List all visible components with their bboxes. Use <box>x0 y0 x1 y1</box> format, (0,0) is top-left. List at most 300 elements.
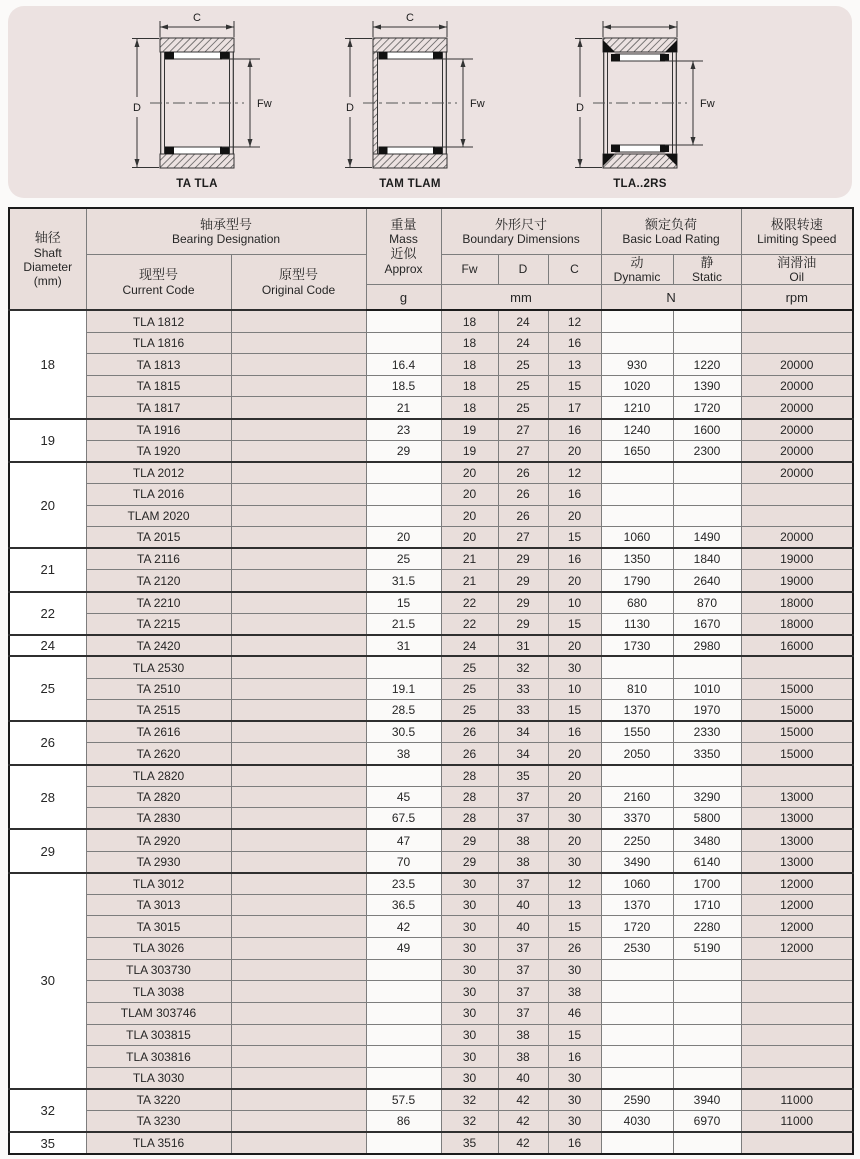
original-code-cell <box>231 1089 366 1111</box>
outer-diameter-cell: 29 <box>498 613 548 635</box>
unit-dimensions: mm <box>441 284 601 310</box>
width-cell: 30 <box>548 808 601 830</box>
header-bearing-designation: 轴承型号 Bearing Designation <box>86 208 366 254</box>
width-cell: 10 <box>548 592 601 614</box>
static-load-cell: 2330 <box>673 721 741 743</box>
mass-cell: 20 <box>366 527 441 549</box>
dynamic-load-cell <box>601 981 673 1003</box>
header-basic-load-rating: 额定负荷 Basic Load Rating <box>601 208 741 254</box>
limiting-speed-cell <box>741 981 853 1003</box>
fw-cell: 20 <box>441 527 498 549</box>
mass-cell <box>366 310 441 332</box>
width-cell: 15 <box>548 613 601 635</box>
outer-diameter-cell: 38 <box>498 829 548 851</box>
limiting-speed-cell: 12000 <box>741 873 853 895</box>
bearing-code-cell: TLA 2820 <box>86 765 231 787</box>
outer-diameter-cell: 27 <box>498 527 548 549</box>
original-code-cell <box>231 354 366 376</box>
limiting-speed-cell <box>741 1067 853 1089</box>
static-load-cell: 870 <box>673 592 741 614</box>
dynamic-load-cell <box>601 959 673 981</box>
shaft-diameter-cell: 28 <box>9 765 86 830</box>
mass-cell: 30.5 <box>366 721 441 743</box>
width-cell: 20 <box>548 440 601 462</box>
static-load-cell: 5800 <box>673 808 741 830</box>
original-code-cell <box>231 1046 366 1068</box>
original-code-cell <box>231 332 366 354</box>
original-code-cell <box>231 483 366 505</box>
bearing-code-cell: TLA 303816 <box>86 1046 231 1068</box>
table-row <box>9 505 853 527</box>
limiting-speed-cell <box>741 1046 853 1068</box>
width-cell: 15 <box>548 527 601 549</box>
original-code-cell <box>231 548 366 570</box>
static-load-cell: 1700 <box>673 873 741 895</box>
width-cell: 12 <box>548 310 601 332</box>
fw-cell: 19 <box>441 440 498 462</box>
width-cell: 30 <box>548 851 601 873</box>
original-code-cell <box>231 1132 366 1154</box>
width-cell: 16 <box>548 1132 601 1154</box>
mass-cell <box>366 1002 441 1024</box>
limiting-speed-cell: 13000 <box>741 808 853 830</box>
mass-cell <box>366 1067 441 1089</box>
bearing-code-cell: TA 2015 <box>86 527 231 549</box>
mass-cell: 36.5 <box>366 894 441 916</box>
static-load-cell: 1390 <box>673 375 741 397</box>
original-code-cell <box>231 786 366 808</box>
limiting-speed-cell: 15000 <box>741 700 853 722</box>
dynamic-load-cell <box>601 505 673 527</box>
bearing-code-cell: TLA 303730 <box>86 959 231 981</box>
outer-diameter-cell: 37 <box>498 981 548 1003</box>
original-code-cell <box>231 375 366 397</box>
original-code-cell <box>231 462 366 484</box>
limiting-speed-cell: 19000 <box>741 570 853 592</box>
dynamic-load-cell <box>601 310 673 332</box>
fw-cell: 28 <box>441 786 498 808</box>
width-cell: 16 <box>548 483 601 505</box>
mass-cell: 29 <box>366 440 441 462</box>
dynamic-load-cell: 2160 <box>601 786 673 808</box>
dim-label-d: D <box>346 102 354 114</box>
mass-cell: 21 <box>366 397 441 419</box>
fw-cell: 32 <box>441 1111 498 1133</box>
width-cell: 20 <box>548 635 601 657</box>
bearing-code-cell: TA 2616 <box>86 721 231 743</box>
outer-diameter-cell: 40 <box>498 894 548 916</box>
limiting-speed-cell: 12000 <box>741 916 853 938</box>
bearing-code-cell: TA 2930 <box>86 851 231 873</box>
outer-diameter-cell: 37 <box>498 938 548 960</box>
table-row <box>9 613 853 635</box>
shaft-diameter-cell: 22 <box>9 592 86 635</box>
bearing-cross-section <box>325 10 495 176</box>
original-code-cell <box>231 570 366 592</box>
dynamic-load-cell: 1370 <box>601 700 673 722</box>
bearing-code-cell: TLA 303815 <box>86 1024 231 1046</box>
mass-cell <box>366 656 441 678</box>
table-row <box>9 1067 853 1089</box>
mass-cell: 16.4 <box>366 354 441 376</box>
table-row <box>9 483 853 505</box>
mass-cell: 67.5 <box>366 808 441 830</box>
outer-diameter-cell: 37 <box>498 1002 548 1024</box>
table-row <box>9 873 853 895</box>
table-row <box>9 938 853 960</box>
dynamic-load-cell: 1060 <box>601 873 673 895</box>
dynamic-load-cell <box>601 462 673 484</box>
fw-cell: 24 <box>441 635 498 657</box>
dynamic-load-cell <box>601 1002 673 1024</box>
outer-diameter-cell: 38 <box>498 1024 548 1046</box>
limiting-speed-cell: 18000 <box>741 592 853 614</box>
outer-diameter-cell: 34 <box>498 721 548 743</box>
fw-cell: 25 <box>441 700 498 722</box>
width-cell: 20 <box>548 786 601 808</box>
table-row <box>9 829 853 851</box>
static-load-cell: 5190 <box>673 938 741 960</box>
original-code-cell <box>231 743 366 765</box>
static-load-cell: 6140 <box>673 851 741 873</box>
limiting-speed-cell: 11000 <box>741 1111 853 1133</box>
outer-diameter-cell: 34 <box>498 743 548 765</box>
limiting-speed-cell: 20000 <box>741 354 853 376</box>
mass-cell: 57.5 <box>366 1089 441 1111</box>
dynamic-load-cell <box>601 765 673 787</box>
mass-cell <box>366 462 441 484</box>
table-row <box>9 592 853 614</box>
table-row <box>9 851 853 873</box>
mass-cell: 45 <box>366 786 441 808</box>
original-code-cell <box>231 916 366 938</box>
fw-cell: 18 <box>441 375 498 397</box>
limiting-speed-cell <box>741 1024 853 1046</box>
bearing-diagram-ta-tla <box>112 10 282 190</box>
table-row <box>9 721 853 743</box>
bearing-code-cell: TLA 1812 <box>86 310 231 332</box>
outer-diameter-cell: 37 <box>498 786 548 808</box>
outer-diameter-cell: 42 <box>498 1089 548 1111</box>
table-row <box>9 765 853 787</box>
fw-cell: 30 <box>441 1046 498 1068</box>
dynamic-load-cell: 4030 <box>601 1111 673 1133</box>
fw-cell: 30 <box>441 916 498 938</box>
fw-cell: 26 <box>441 743 498 765</box>
mass-cell: 70 <box>366 851 441 873</box>
static-load-cell: 3480 <box>673 829 741 851</box>
outer-diameter-cell: 40 <box>498 916 548 938</box>
static-load-cell <box>673 310 741 332</box>
fw-cell: 30 <box>441 894 498 916</box>
fw-cell: 32 <box>441 1089 498 1111</box>
bearing-code-cell: TA 1815 <box>86 375 231 397</box>
limiting-speed-cell: 20000 <box>741 375 853 397</box>
width-cell: 15 <box>548 1024 601 1046</box>
table-row <box>9 1111 853 1133</box>
width-cell: 30 <box>548 1111 601 1133</box>
dynamic-load-cell <box>601 656 673 678</box>
table-row <box>9 808 853 830</box>
fw-cell: 18 <box>441 332 498 354</box>
table-row <box>9 700 853 722</box>
outer-diameter-cell: 25 <box>498 375 548 397</box>
width-cell: 15 <box>548 375 601 397</box>
header-original-code: 原型号 Original Code <box>231 254 366 310</box>
width-cell: 17 <box>548 397 601 419</box>
table-row <box>9 375 853 397</box>
fw-cell: 21 <box>441 570 498 592</box>
outer-diameter-cell: 42 <box>498 1111 548 1133</box>
original-code-cell <box>231 700 366 722</box>
limiting-speed-cell: 13000 <box>741 829 853 851</box>
original-code-cell <box>231 873 366 895</box>
limiting-speed-cell: 20000 <box>741 527 853 549</box>
outer-diameter-cell: 27 <box>498 419 548 441</box>
original-code-cell <box>231 419 366 441</box>
static-load-cell: 1600 <box>673 419 741 441</box>
original-code-cell <box>231 592 366 614</box>
width-cell: 12 <box>548 462 601 484</box>
static-load-cell <box>673 505 741 527</box>
original-code-cell <box>231 1002 366 1024</box>
original-code-cell <box>231 721 366 743</box>
bearing-code-cell: TA 2210 <box>86 592 231 614</box>
dynamic-load-cell: 2590 <box>601 1089 673 1111</box>
fw-cell: 30 <box>441 981 498 1003</box>
bearing-code-cell: TLAM 303746 <box>86 1002 231 1024</box>
limiting-speed-cell: 20000 <box>741 462 853 484</box>
dynamic-load-cell <box>601 1024 673 1046</box>
header-shaft-diameter: 轴径 Shaft Diameter (mm) <box>9 208 86 310</box>
fw-cell: 19 <box>441 419 498 441</box>
limiting-speed-cell <box>741 332 853 354</box>
static-load-cell: 1490 <box>673 527 741 549</box>
fw-cell: 28 <box>441 808 498 830</box>
width-cell: 26 <box>548 938 601 960</box>
bearing-code-cell: TA 2620 <box>86 743 231 765</box>
header-mass: 重量 Mass 近似 Approx <box>366 208 441 284</box>
table-row <box>9 332 853 354</box>
width-cell: 10 <box>548 678 601 700</box>
table-header <box>9 208 853 310</box>
fw-cell: 20 <box>441 505 498 527</box>
table-row <box>9 1046 853 1068</box>
dynamic-load-cell: 1730 <box>601 635 673 657</box>
limiting-speed-cell <box>741 1002 853 1024</box>
original-code-cell <box>231 440 366 462</box>
outer-diameter-cell: 40 <box>498 1067 548 1089</box>
original-code-cell <box>231 1111 366 1133</box>
bearing-table <box>8 207 854 1155</box>
outer-diameter-cell: 26 <box>498 483 548 505</box>
width-cell: 16 <box>548 332 601 354</box>
limiting-speed-cell <box>741 959 853 981</box>
static-load-cell: 2640 <box>673 570 741 592</box>
bearing-code-cell: TLAM 2020 <box>86 505 231 527</box>
static-load-cell: 6970 <box>673 1111 741 1133</box>
width-cell: 15 <box>548 916 601 938</box>
limiting-speed-cell <box>741 656 853 678</box>
table-row <box>9 570 853 592</box>
dynamic-load-cell: 3370 <box>601 808 673 830</box>
bearing-code-cell: TA 1813 <box>86 354 231 376</box>
diagram-caption: TLA..2RS <box>613 178 667 190</box>
table-row <box>9 310 853 332</box>
table-row <box>9 959 853 981</box>
dynamic-load-cell <box>601 1132 673 1154</box>
fw-cell: 28 <box>441 765 498 787</box>
width-cell: 46 <box>548 1002 601 1024</box>
bearing-code-cell: TA 2215 <box>86 613 231 635</box>
width-cell: 16 <box>548 548 601 570</box>
static-load-cell: 1720 <box>673 397 741 419</box>
mass-cell: 23 <box>366 419 441 441</box>
fw-cell: 21 <box>441 548 498 570</box>
unit-speed: rpm <box>741 284 853 310</box>
bearing-code-cell: TLA 3030 <box>86 1067 231 1089</box>
shaft-diameter-cell: 20 <box>9 462 86 549</box>
outer-diameter-cell: 32 <box>498 656 548 678</box>
dim-label-c: C <box>193 12 201 24</box>
table-row <box>9 894 853 916</box>
bearing-code-cell: TA 3230 <box>86 1111 231 1133</box>
bearing-code-cell: TA 3013 <box>86 894 231 916</box>
dynamic-load-cell: 1020 <box>601 375 673 397</box>
mass-cell: 47 <box>366 829 441 851</box>
bearing-code-cell: TA 3015 <box>86 916 231 938</box>
width-cell: 20 <box>548 765 601 787</box>
table-row <box>9 743 853 765</box>
static-load-cell: 2280 <box>673 916 741 938</box>
bearing-code-cell: TLA 3038 <box>86 981 231 1003</box>
static-load-cell: 1220 <box>673 354 741 376</box>
table-row <box>9 678 853 700</box>
static-load-cell: 1840 <box>673 548 741 570</box>
bearing-diagram-tam-tlam <box>325 10 495 190</box>
outer-diameter-cell: 24 <box>498 332 548 354</box>
limiting-speed-cell: 18000 <box>741 613 853 635</box>
shaft-diameter-cell: 26 <box>9 721 86 764</box>
fw-cell: 25 <box>441 678 498 700</box>
outer-diameter-cell: 42 <box>498 1132 548 1154</box>
width-cell: 30 <box>548 959 601 981</box>
width-cell: 20 <box>548 743 601 765</box>
header-boundary-dimensions: 外形尺寸 Boundary Dimensions <box>441 208 601 254</box>
bearing-cross-section <box>112 10 282 176</box>
static-load-cell: 2980 <box>673 635 741 657</box>
diagram-caption: TA TLA <box>176 178 218 190</box>
table-row <box>9 1002 853 1024</box>
limiting-speed-cell: 15000 <box>741 743 853 765</box>
fw-cell: 22 <box>441 592 498 614</box>
dynamic-load-cell: 2050 <box>601 743 673 765</box>
shaft-diameter-cell: 25 <box>9 656 86 721</box>
shaft-diameter-cell: 29 <box>9 829 86 872</box>
fw-cell: 26 <box>441 721 498 743</box>
dynamic-load-cell: 2530 <box>601 938 673 960</box>
outer-diameter-cell: 24 <box>498 310 548 332</box>
width-cell: 13 <box>548 894 601 916</box>
limiting-speed-cell: 20000 <box>741 419 853 441</box>
limiting-speed-cell <box>741 505 853 527</box>
original-code-cell <box>231 808 366 830</box>
dim-label-fw: Fw <box>470 98 485 110</box>
mass-cell <box>366 505 441 527</box>
static-load-cell <box>673 483 741 505</box>
original-code-cell <box>231 1067 366 1089</box>
width-cell: 15 <box>548 700 601 722</box>
shaft-diameter-cell: 18 <box>9 310 86 418</box>
limiting-speed-cell: 15000 <box>741 721 853 743</box>
mass-cell: 31.5 <box>366 570 441 592</box>
bearing-code-cell: TLA 3026 <box>86 938 231 960</box>
fw-cell: 25 <box>441 656 498 678</box>
original-code-cell <box>231 894 366 916</box>
unit-load: N <box>601 284 741 310</box>
dynamic-load-cell <box>601 332 673 354</box>
outer-diameter-cell: 38 <box>498 1046 548 1068</box>
dynamic-load-cell: 1550 <box>601 721 673 743</box>
static-load-cell: 3350 <box>673 743 741 765</box>
bearing-code-cell: TLA 2530 <box>86 656 231 678</box>
header-fw: Fw <box>441 254 498 284</box>
static-load-cell <box>673 959 741 981</box>
mass-cell: 21.5 <box>366 613 441 635</box>
dynamic-load-cell: 1350 <box>601 548 673 570</box>
bearing-code-cell: TA 2515 <box>86 700 231 722</box>
header-current-code: 现型号 Current Code <box>86 254 231 310</box>
shaft-diameter-cell: 35 <box>9 1132 86 1154</box>
dynamic-load-cell: 3490 <box>601 851 673 873</box>
original-code-cell <box>231 829 366 851</box>
fw-cell: 35 <box>441 1132 498 1154</box>
limiting-speed-cell: 12000 <box>741 894 853 916</box>
shaft-diameter-cell: 24 <box>9 635 86 657</box>
mass-cell: 38 <box>366 743 441 765</box>
fw-cell: 29 <box>441 851 498 873</box>
table-row <box>9 397 853 419</box>
outer-diameter-cell: 38 <box>498 851 548 873</box>
width-cell: 20 <box>548 505 601 527</box>
mass-cell: 28.5 <box>366 700 441 722</box>
outer-diameter-cell: 33 <box>498 678 548 700</box>
header-c: C <box>548 254 601 284</box>
mass-cell <box>366 332 441 354</box>
static-load-cell <box>673 332 741 354</box>
static-load-cell <box>673 1132 741 1154</box>
outer-diameter-cell: 29 <box>498 548 548 570</box>
fw-cell: 30 <box>441 873 498 895</box>
bearing-code-cell: TA 1817 <box>86 397 231 419</box>
width-cell: 30 <box>548 1067 601 1089</box>
fw-cell: 20 <box>441 462 498 484</box>
mass-cell: 15 <box>366 592 441 614</box>
original-code-cell <box>231 765 366 787</box>
header-oil: 润滑油 Oil <box>741 254 853 284</box>
header-limiting-speed: 极限转速 Limiting Speed <box>741 208 853 254</box>
dynamic-load-cell: 1240 <box>601 419 673 441</box>
limiting-speed-cell: 20000 <box>741 440 853 462</box>
outer-diameter-cell: 25 <box>498 354 548 376</box>
bearing-code-cell: TLA 3516 <box>86 1132 231 1154</box>
bearing-code-cell: TA 2830 <box>86 808 231 830</box>
original-code-cell <box>231 505 366 527</box>
dim-label-fw: Fw <box>700 98 715 110</box>
dynamic-load-cell <box>601 1067 673 1089</box>
mass-cell: 18.5 <box>366 375 441 397</box>
limiting-speed-cell <box>741 1132 853 1154</box>
